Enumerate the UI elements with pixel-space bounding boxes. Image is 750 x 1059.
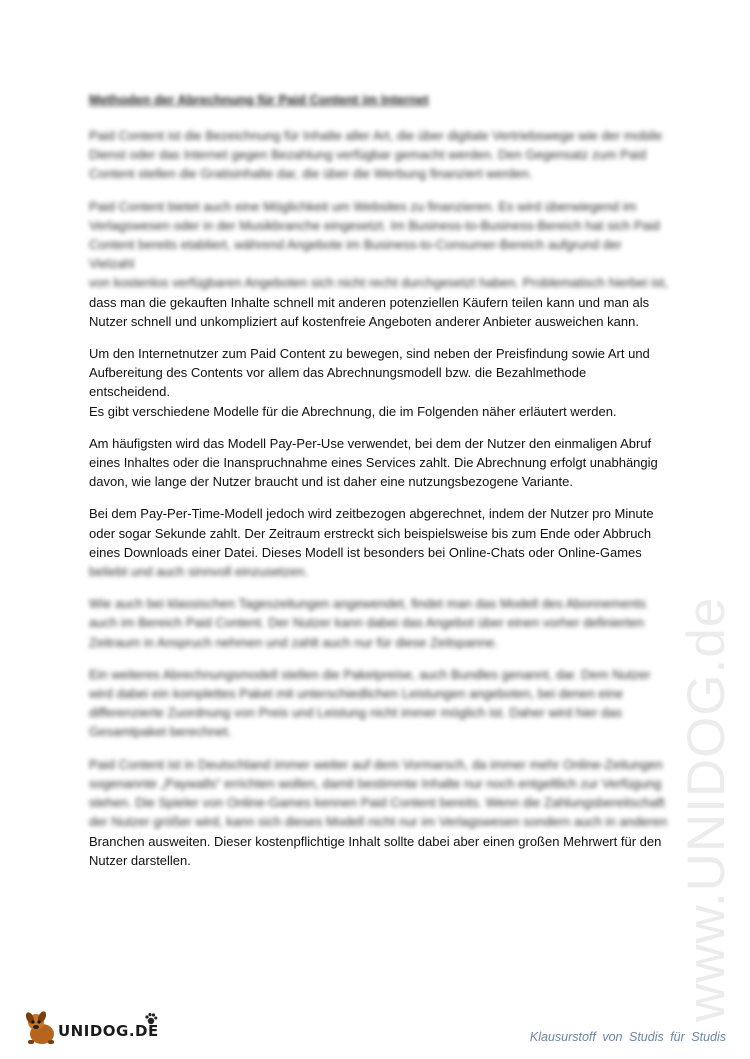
text-line: Zeitraum in Anspruch nehmen und zahlt auch nur für diese Zeitspanne. — [89, 634, 499, 650]
text-line: Nutzer schnell und unkompliziert auf kostenfreie Angeboten anderer Anbieter ausweichen kann. — [89, 313, 639, 329]
text-line: Nutzer darstellen. — [89, 852, 191, 868]
text-line: Content stellen die Gratisinhalte dar, die über die Werbung finanziert werden. — [89, 166, 533, 182]
footer-slogan: Klausurstoff von Studis für Studis — [529, 1030, 726, 1044]
text-line: Wie auch bei klassischen Tageszeitungen angewendet, findet man das Modell des Abonnements — [89, 596, 646, 612]
paragraph-6 — [89, 594, 669, 652]
text-line: Aufbereitung des Contents vor allem das Abrechnungsmodell bzw. die Bezahlmethode entscheidend. — [89, 365, 587, 400]
text-line: Paid Content bietet auch eine Möglichkeit um Websites zu finanzieren. Es wird überwiegend im — [89, 198, 637, 214]
logo-text: UNIDOG.DE — [58, 1022, 159, 1040]
text-line: eines Inhaltes oder die Inanspruchnahme eines Services zahlt. Die Abrechnung erfolgt unabhängig — [89, 455, 658, 471]
text-line: Dienst oder das Internet gegen Bezahlung verfügbar gemacht werden. Den Gegensatz zum Paid — [89, 147, 647, 163]
text-line: differenzierte Zuordnung von Preis und Leistung nicht immer möglich ist. Daher wird hier das — [89, 705, 623, 721]
dog-icon — [22, 1008, 62, 1048]
text-line: oder sogar Sekunde zahlt. Der Zeitraum erstreckt sich beispielsweise bis zum Ende oder Abbruch — [89, 525, 652, 541]
text-line: Am häufigsten wird das Modell Pay-Per-Use verwendet, bei dem der Nutzer den einmaligen Abruf — [89, 435, 652, 451]
text-line: Es gibt verschiedene Modelle für die Abrechnung, die im Folgenden näher erläutert werden. — [89, 403, 617, 419]
paragraph-3 — [89, 344, 669, 421]
text-line: Um den Internetnutzer zum Paid Content zu bewegen, sind neben der Preisfindung sowie Art und — [89, 346, 650, 362]
text-line: Bei dem Pay-Per-Time-Modell jedoch wird zeitbezogen abgerechnet, indem der Nutzer pro Minute — [89, 506, 654, 522]
paragraph-5 — [89, 504, 669, 581]
text-line: Paid Content ist die Bezeichnung für Inhalte aller Art, die über digitale Vertriebswege wie der mobile — [89, 128, 663, 143]
paragraph-2 — [89, 197, 669, 331]
text-line: eines Downloads einer Datei. Dieses Modell ist besonders bei Online-Chats oder Online-Games — [89, 544, 642, 560]
text-line: wird dabei ein komplettes Paket mit unterschiedlichen Leistungen angeboten, bei denen eine — [89, 686, 624, 702]
text-line: von kostenlos verfügbaren Angeboten sich nicht recht durchgesetzt haben. Problematisch hierbei ist, — [89, 275, 668, 291]
text-line: Verlagswesen oder in der Musikbranche eingesetzt. Im Business-to-Business-Bereich hat sich Paid — [89, 217, 660, 233]
text-line: dass man die gekauften Inhalte schnell mit anderen potenziellen Käufern teilen kann und man als — [89, 294, 650, 310]
unidog-logo[interactable] — [22, 1008, 162, 1048]
text-line: Branchen ausweiten. Dieser kostenpflichtige Inhalt sollte dabei aber einen großen Mehrwert für den — [89, 833, 662, 849]
paragraph-1 — [89, 126, 669, 184]
text-line: beliebt und auch sinnvoll einzusetzen. — [89, 564, 308, 580]
watermark: www.UNIDOG.de — [677, 596, 736, 1022]
text-line: Paid Content ist in Deutschland immer weiter auf dem Vormarsch, da immer mehr Online-Zeitungen — [89, 756, 663, 772]
paragraph-8 — [89, 755, 669, 870]
text-line: Gesamtpaket berechnet. — [89, 724, 232, 740]
paragraph-7 — [89, 665, 669, 742]
text-line: davon, wie lange der Nutzer braucht und ist daher eine nutzungsbezogene Variante. — [89, 474, 573, 490]
text-line: Ein weiteres Abrechnungsmodell stellen die Paketpreise, auch Bundles genannt, dar. Dem Nutzer — [89, 666, 651, 682]
document-content — [89, 92, 669, 883]
text-line: Content bereits etabliert, während Angebote im Business-to-Consumer-Bereich aufgrund der Vielzahl — [89, 237, 622, 272]
document-title: Methoden der Abrechnung für Paid Content im Internet — [89, 92, 429, 107]
text-line: auch im Bereich Paid Content. Der Nutzer kann dabei das Angebot über einen vorher definierten — [89, 615, 645, 631]
text-line: der Nutzer größer wird, kann sich dieses Modell nicht nur im Verlagswesen sondern auch in anderen — [89, 814, 668, 830]
text-line: stehen. Die Spieler von Online-Games kennen Paid Content bereits. Wenn die Zahlungsbereitschaft — [89, 795, 665, 811]
text-line: sogenannte „Paywalls“ errichten wollen, damit bestimmte Inhalte nur noch entgeltlich zur Verfügung — [89, 775, 662, 791]
paragraph-4 — [89, 434, 669, 492]
